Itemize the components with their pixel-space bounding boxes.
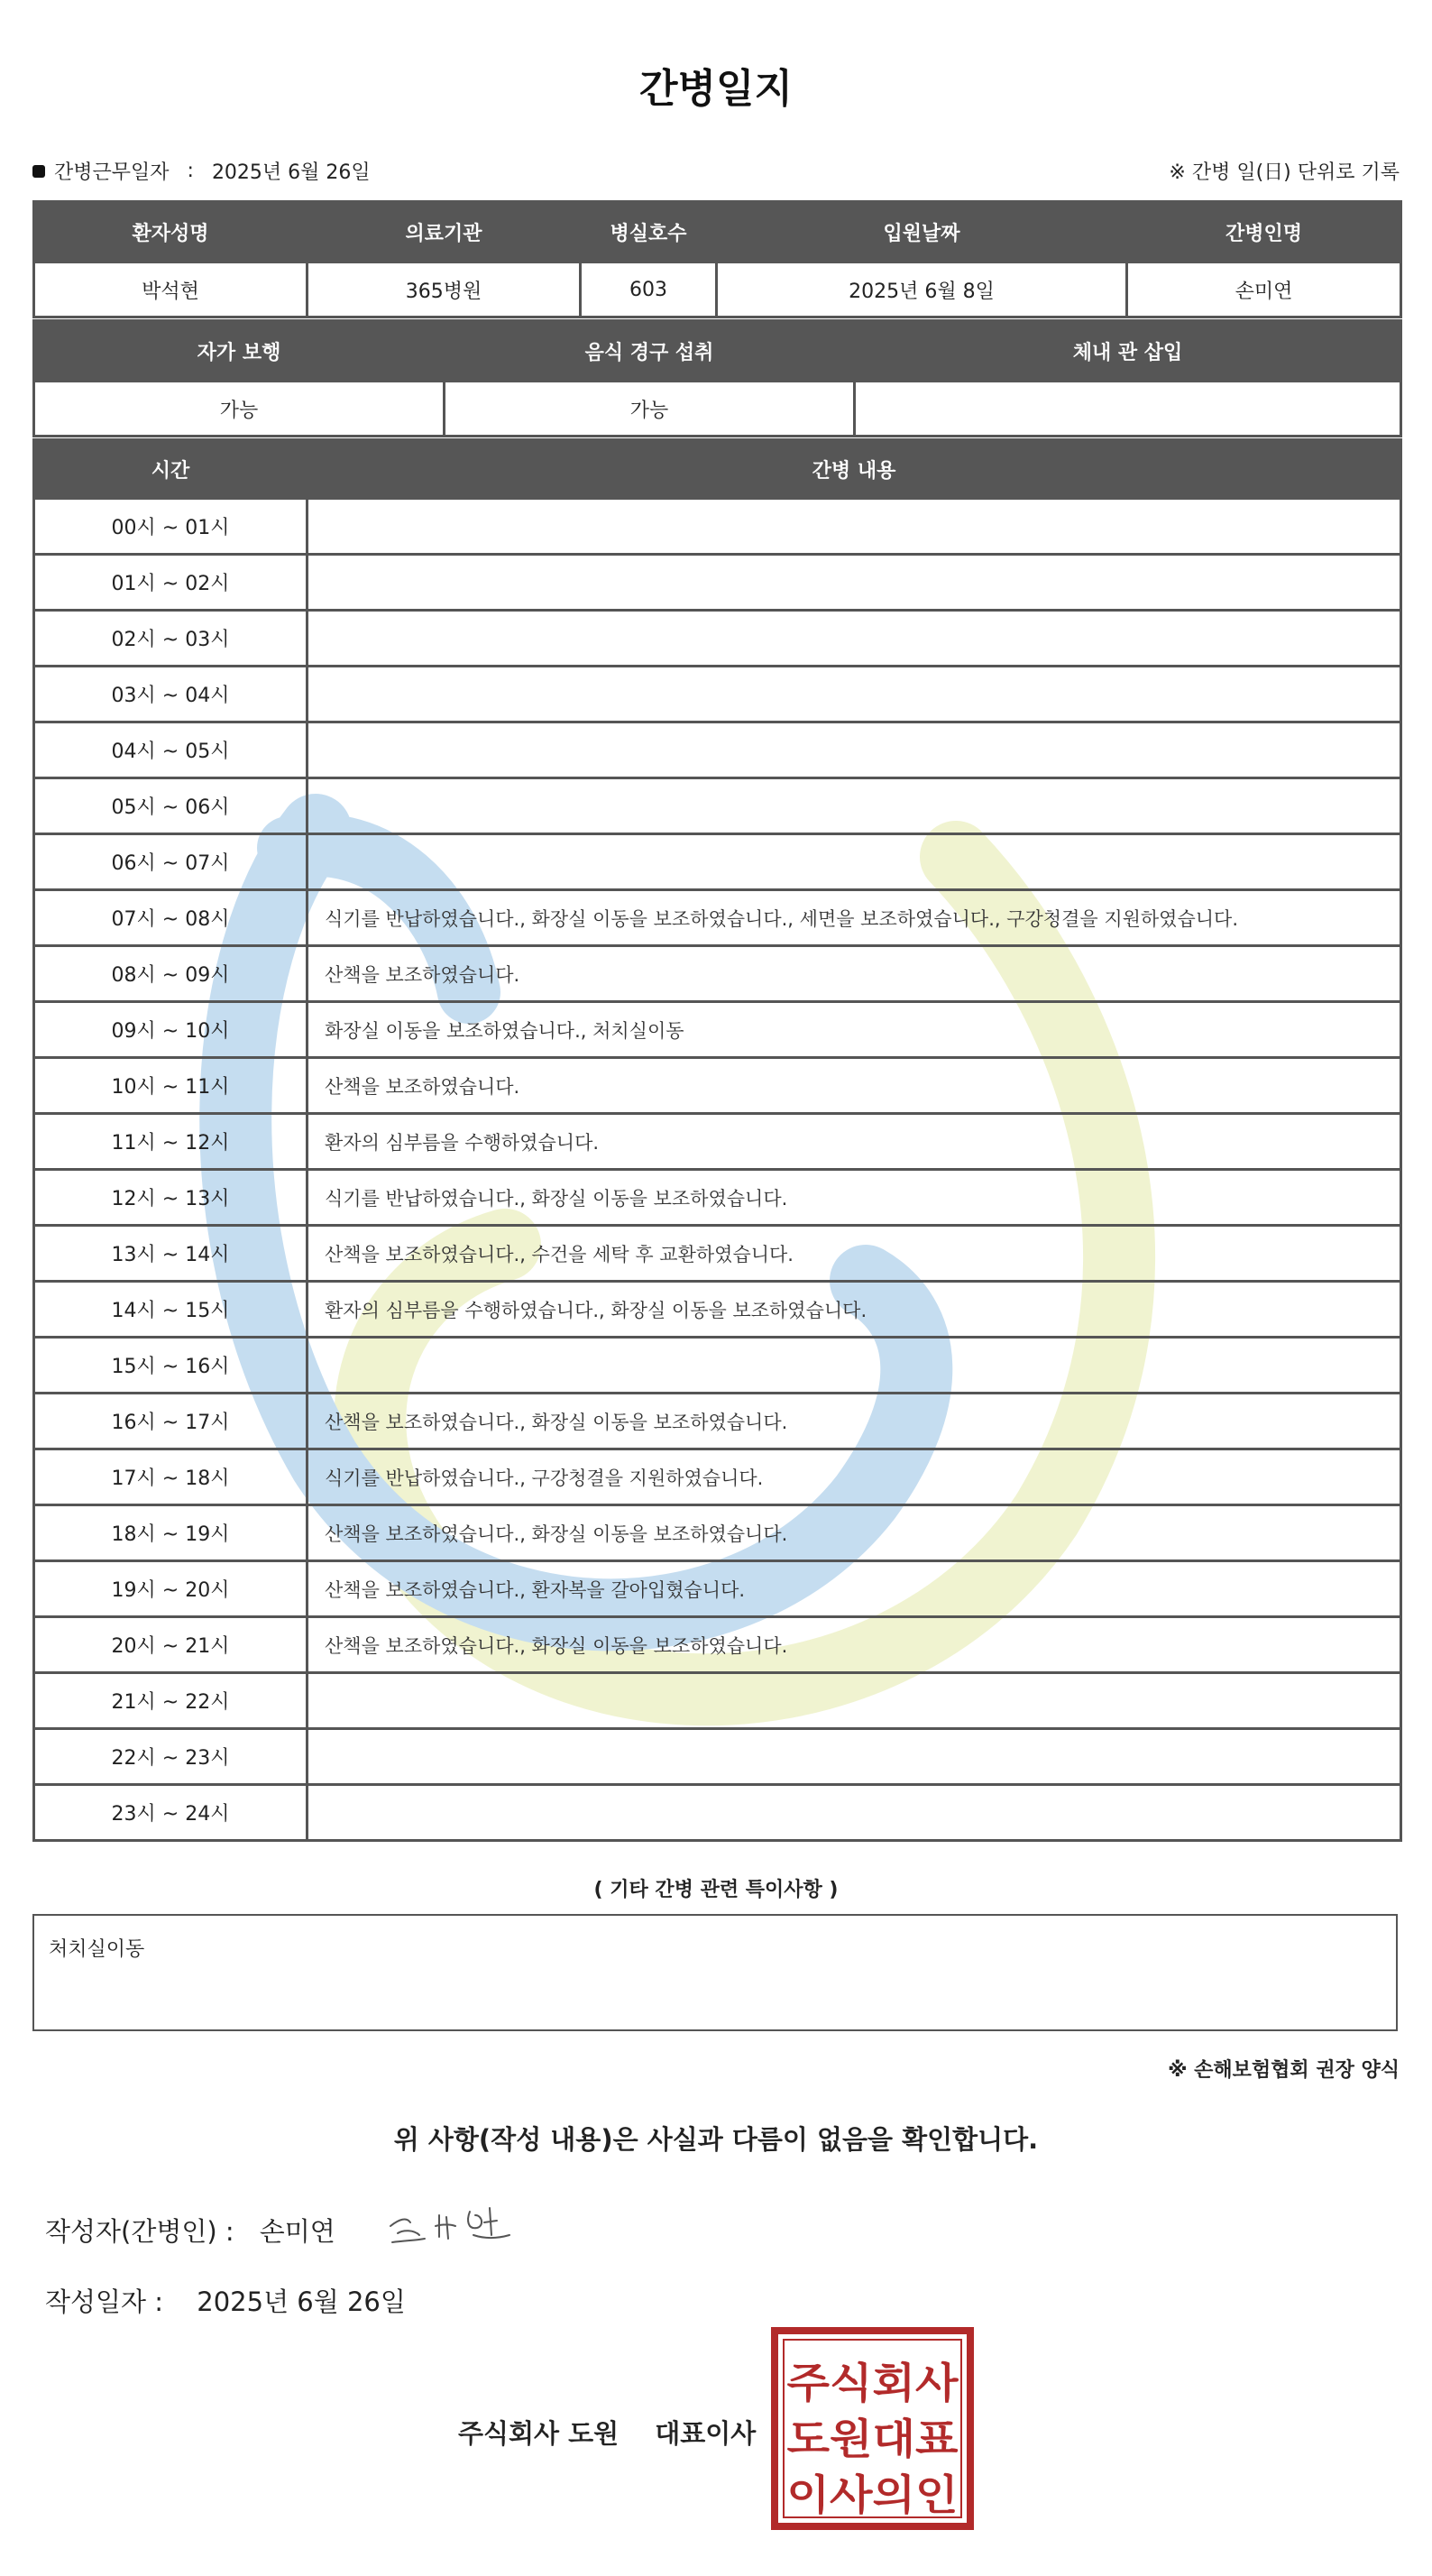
table-row xyxy=(34,1561,1401,1617)
care-content-cell: 환자의 심부름을 수행하였습니다., 화장실 이동을 보조하였습니다. xyxy=(308,1282,1401,1338)
care-content-cell: 환자의 심부름을 수행하였습니다. xyxy=(308,1114,1401,1170)
work-date-label: 간병근무일자 xyxy=(54,161,170,184)
handwritten-signature xyxy=(383,2199,528,2253)
header-oral-intake: 음식 경구 섭취 xyxy=(445,321,855,382)
header-self-walking: 자가 보행 xyxy=(34,321,445,382)
time-cell: 19시 ~ 20시 xyxy=(34,1561,308,1617)
care-content-cell: 산책을 보조하였습니다., 화장실 이동을 보조하였습니다. xyxy=(308,1617,1401,1673)
room-number: 603 xyxy=(581,262,717,317)
care-content-cell: 산책을 보조하였습니다., 수건을 세탁 후 교환하였습니다. xyxy=(308,1226,1401,1282)
patient-info-table xyxy=(32,200,1402,318)
time-cell: 01시 ~ 02시 xyxy=(34,555,308,611)
time-cell: 13시 ~ 14시 xyxy=(34,1226,308,1282)
table-row xyxy=(34,778,1401,834)
header-room: 병실호수 xyxy=(581,202,717,262)
table-row xyxy=(34,1114,1401,1170)
table-row xyxy=(34,1058,1401,1114)
care-content-cell: 산책을 보조하였습니다., 화장실 이동을 보조하였습니다. xyxy=(308,1394,1401,1449)
care-content-cell xyxy=(308,1673,1401,1729)
time-cell: 18시 ~ 19시 xyxy=(34,1505,308,1561)
time-cell: 21시 ~ 22시 xyxy=(34,1673,308,1729)
care-log-table xyxy=(32,438,1402,1842)
time-cell: 20시 ~ 21시 xyxy=(34,1617,308,1673)
care-content-cell xyxy=(308,1785,1401,1841)
table-row xyxy=(34,946,1401,1002)
admission-date: 2025년 6월 8일 xyxy=(717,262,1127,317)
time-cell: 08시 ~ 09시 xyxy=(34,946,308,1002)
table-row xyxy=(34,1449,1401,1505)
table-row xyxy=(34,834,1401,890)
time-cell: 09시 ~ 10시 xyxy=(34,1002,308,1058)
time-cell: 00시 ~ 01시 xyxy=(34,499,308,555)
time-cell: 16시 ~ 17시 xyxy=(34,1394,308,1449)
representative-title: 대표이사 xyxy=(655,2418,757,2449)
tube-insertion-value xyxy=(855,382,1401,437)
time-cell: 10시 ~ 11시 xyxy=(34,1058,308,1114)
table-row xyxy=(34,1002,1401,1058)
table-row xyxy=(34,499,1401,555)
care-content-cell: 식기를 반납하였습니다., 화장실 이동을 보조하였습니다. xyxy=(308,1170,1401,1226)
writer-line xyxy=(45,2212,335,2249)
form-source-note: ※ 손해보험협회 권장 양식 xyxy=(1168,2059,1400,2082)
care-content-cell xyxy=(308,611,1401,667)
header-time: 시간 xyxy=(34,440,308,499)
header-hospital: 의료기관 xyxy=(308,202,581,262)
svg-text:이사의인: 이사의인 xyxy=(786,2470,959,2519)
document-title: 간병일지 xyxy=(638,66,793,112)
company-name: 주식회사 도원 xyxy=(458,2418,620,2449)
write-date-value: 2025년 6월 26일 xyxy=(197,2286,406,2317)
time-cell: 11시 ~ 12시 xyxy=(34,1114,308,1170)
time-cell: 15시 ~ 16시 xyxy=(34,1338,308,1394)
care-content-cell xyxy=(308,555,1401,611)
svg-text:도원대표: 도원대표 xyxy=(786,2415,959,2463)
writer-label: 작성자(간병인) : xyxy=(45,2216,234,2247)
table-row xyxy=(34,722,1401,778)
patient-name: 박석현 xyxy=(34,262,308,317)
company-line xyxy=(458,2414,756,2451)
hospital-name: 365병원 xyxy=(308,262,581,317)
care-content-cell: 산책을 보조하였습니다. xyxy=(308,946,1401,1002)
confirmation-statement: 위 사항(작성 내용)은 사실과 다름이 없음을 확인합니다. xyxy=(393,2124,1039,2155)
care-content-cell: 화장실 이동을 보조하였습니다., 처치실이동 xyxy=(308,1002,1401,1058)
caregiver-name: 손미연 xyxy=(1127,262,1401,317)
care-content-cell: 식기를 반납하였습니다., 구강청결을 지원하였습니다. xyxy=(308,1449,1401,1505)
write-date-line xyxy=(45,2282,406,2319)
work-date-line xyxy=(32,157,1400,189)
care-content-cell xyxy=(308,667,1401,722)
table-row xyxy=(34,1617,1401,1673)
patient-status-table xyxy=(32,319,1402,437)
table-row xyxy=(34,1505,1401,1561)
time-cell: 07시 ~ 08시 xyxy=(34,890,308,946)
self-walking-value: 가능 xyxy=(34,382,445,437)
time-cell: 22시 ~ 23시 xyxy=(34,1729,308,1785)
care-content-cell: 산책을 보조하였습니다., 환자복을 갈아입혔습니다. xyxy=(308,1561,1401,1617)
table-row xyxy=(34,611,1401,667)
header-patient-name: 환자성명 xyxy=(34,202,308,262)
oral-intake-value: 가능 xyxy=(445,382,855,437)
header-care-content: 간병 내용 xyxy=(308,440,1401,499)
care-content-cell: 산책을 보조하였습니다., 화장실 이동을 보조하였습니다. xyxy=(308,1505,1401,1561)
table-row xyxy=(34,1394,1401,1449)
write-date-label: 작성일자 : xyxy=(45,2286,164,2317)
care-content-cell: 식기를 반납하였습니다., 화장실 이동을 보조하였습니다., 세면을 보조하였습니다., 구강청결을 지원하였습니다. xyxy=(308,890,1401,946)
header-tube-insertion: 체내 관 삽입 xyxy=(855,321,1401,382)
time-cell: 14시 ~ 15시 xyxy=(34,1282,308,1338)
header-admission-date: 입원날짜 xyxy=(717,202,1127,262)
square-bullet-icon xyxy=(32,165,45,178)
time-cell: 12시 ~ 13시 xyxy=(34,1170,308,1226)
table-row xyxy=(34,1785,1401,1841)
work-date-colon: : xyxy=(187,160,194,182)
table-row xyxy=(34,555,1401,611)
notes-title: ( 기타 간병 관련 특이사항 ) xyxy=(593,1879,839,1901)
time-cell: 03시 ~ 04시 xyxy=(34,667,308,722)
care-content-cell xyxy=(308,722,1401,778)
company-seal xyxy=(771,2327,974,2530)
care-content-cell xyxy=(308,778,1401,834)
notes-text: 처치실이동 xyxy=(49,1938,145,1961)
table-row xyxy=(34,890,1401,946)
time-cell: 04시 ~ 05시 xyxy=(34,722,308,778)
header-caregiver: 간병인명 xyxy=(1127,202,1401,262)
table-row xyxy=(34,1282,1401,1338)
table-row xyxy=(34,1729,1401,1785)
care-content-cell xyxy=(308,1729,1401,1785)
care-content-cell xyxy=(308,499,1401,555)
table-row xyxy=(34,1673,1401,1729)
time-cell: 23시 ~ 24시 xyxy=(34,1785,308,1841)
table-row xyxy=(34,1226,1401,1282)
time-cell: 06시 ~ 07시 xyxy=(34,834,308,890)
care-content-cell xyxy=(308,1338,1401,1394)
time-cell: 02시 ~ 03시 xyxy=(34,611,308,667)
table-row xyxy=(34,667,1401,722)
care-content-cell xyxy=(308,834,1401,890)
writer-name: 손미연 xyxy=(259,2216,335,2247)
time-cell: 17시 ~ 18시 xyxy=(34,1449,308,1505)
work-date-value: 2025년 6월 26일 xyxy=(211,161,371,184)
notes-box xyxy=(32,1914,1398,2031)
care-content-cell: 산책을 보조하였습니다. xyxy=(308,1058,1401,1114)
table-row xyxy=(34,1338,1401,1394)
record-unit-note: ※ 간병 일(日) 단위로 기록 xyxy=(1169,161,1400,184)
table-row xyxy=(34,1170,1401,1226)
time-cell: 05시 ~ 06시 xyxy=(34,778,308,834)
svg-text:주식회사: 주식회사 xyxy=(786,2359,959,2407)
